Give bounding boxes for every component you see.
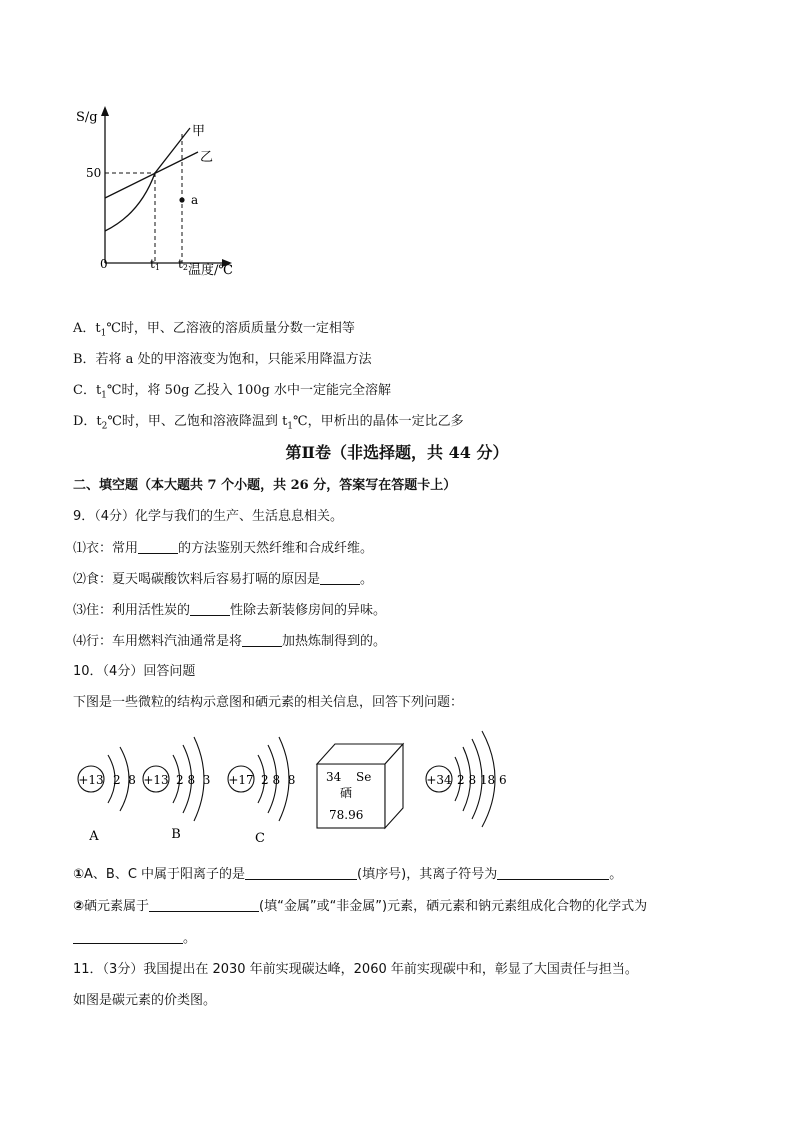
- q10-stem: 10．（4分）回答问题: [73, 664, 196, 679]
- svg-text:B: B: [171, 827, 181, 842]
- option-b: B．若将 a 处的甲溶液变为饱和，只能采用降温方法: [73, 352, 372, 367]
- svg-text:2 8 3: 2 8 3: [176, 773, 211, 787]
- curve-yi: [105, 152, 198, 198]
- y-axis-arrow: [101, 106, 109, 116]
- answer-blank[interactable]: [245, 865, 357, 880]
- answer-blank[interactable]: [242, 632, 282, 647]
- q9-line-1: ⑴衣：常用 的方法鉴别天然纤维和合成纤维。: [73, 541, 374, 556]
- atom-a: [78, 747, 136, 844]
- atom-b: [143, 737, 210, 842]
- answer-blank[interactable]: [73, 929, 183, 944]
- point-a-label: a: [191, 193, 199, 207]
- option-a: A．$t_1℃$时，甲、乙溶液的溶质质量分数一定相等: [73, 321, 355, 339]
- svg-text:Se: Se: [356, 770, 372, 784]
- answer-blank[interactable]: [149, 897, 259, 912]
- svg-text:硒: 硒: [340, 786, 353, 800]
- svg-text:+13: +13: [143, 773, 169, 787]
- q9-line-2: ⑵食：夏天喝碳酸饮料后容易打嗝的原因是 。: [73, 572, 374, 587]
- answer-blank[interactable]: [497, 865, 609, 880]
- answer-blank[interactable]: [138, 539, 178, 554]
- svg-text:C: C: [255, 831, 265, 846]
- svg-text:+17: +17: [228, 773, 254, 787]
- svg-text:2 8 18 6: 2 8 18 6: [457, 773, 507, 787]
- svg-text:+34: +34: [426, 773, 452, 787]
- q9-line-3: ⑶住：利用活性炭的 性除去新装修房间的异味。: [73, 603, 387, 618]
- origin-label: 0: [100, 257, 108, 271]
- answer-blank[interactable]: [320, 570, 360, 585]
- svg-text:+13: +13: [78, 773, 104, 787]
- q9-line-4: ⑷行：车用燃料汽油通常是将 加热炼制得到的。: [73, 634, 387, 649]
- q10-intro: 下图是一些微粒的结构示意图和硒元素的相关信息，回答下列问题：: [73, 695, 464, 710]
- answer-blank[interactable]: [190, 601, 230, 616]
- t2-label: t2: [178, 257, 188, 272]
- q10-part-2-cont: 。: [73, 929, 196, 948]
- svg-text:A: A: [89, 829, 99, 844]
- curve-jia: [105, 128, 190, 231]
- option-c: C．$t_1℃$时，将 50g 乙投入 100g 水中一定能完全溶解: [73, 383, 391, 401]
- q9-stem: 9．（4分）化学与我们的生产、生活息息相关。: [73, 509, 344, 524]
- section-heading: 二、填空题（本大题共 7 个小题，共 26 分，答案写在答题卡上）: [73, 478, 457, 493]
- selenium-element-cube: [317, 744, 403, 828]
- option-d: D．$t_2℃$时，甲、乙饱和溶液降温到 $t_1℃$，甲析出的晶体一定比乙多: [73, 414, 464, 432]
- atom-c: [228, 737, 295, 846]
- svg-text:2 8: 2 8: [113, 773, 136, 787]
- svg-text:78.96: 78.96: [329, 808, 364, 822]
- svg-text:2 8 8: 2 8 8: [261, 773, 296, 787]
- svg-text:34: 34: [326, 770, 342, 784]
- atom-structure-diagrams: [70, 730, 530, 850]
- curve-jia-label: 甲: [192, 124, 206, 139]
- solubility-graph: [70, 100, 250, 280]
- section-title: 第Ⅱ卷（非选择题，共 44 分）: [285, 443, 509, 462]
- curve-yi-label: 乙: [200, 150, 214, 165]
- q10-part-2: ②硒元素属于 (填“金属”或“非金属”)元素，硒元素和钠元素组成化合物的化学式为: [73, 899, 648, 914]
- q11-stem: 11．（3分）我国提出在 2030 年前实现碳达峰，2060 年前实现碳中和，彰显了大国责任与担当。: [73, 962, 638, 977]
- atom-se: [426, 731, 507, 827]
- q11-intro: 如图是碳元素的价类图。: [73, 993, 217, 1008]
- y-tick-50: 50: [86, 166, 102, 180]
- q10-part-1: ①A、B、C 中属于阳离子的是 (填序号)，其离子符号为 。: [73, 867, 623, 882]
- point-a: [179, 197, 184, 202]
- t1-label: t1: [150, 257, 160, 272]
- x-axis-label: 温度/℃: [188, 263, 233, 278]
- y-axis-label: S/g: [76, 110, 98, 125]
